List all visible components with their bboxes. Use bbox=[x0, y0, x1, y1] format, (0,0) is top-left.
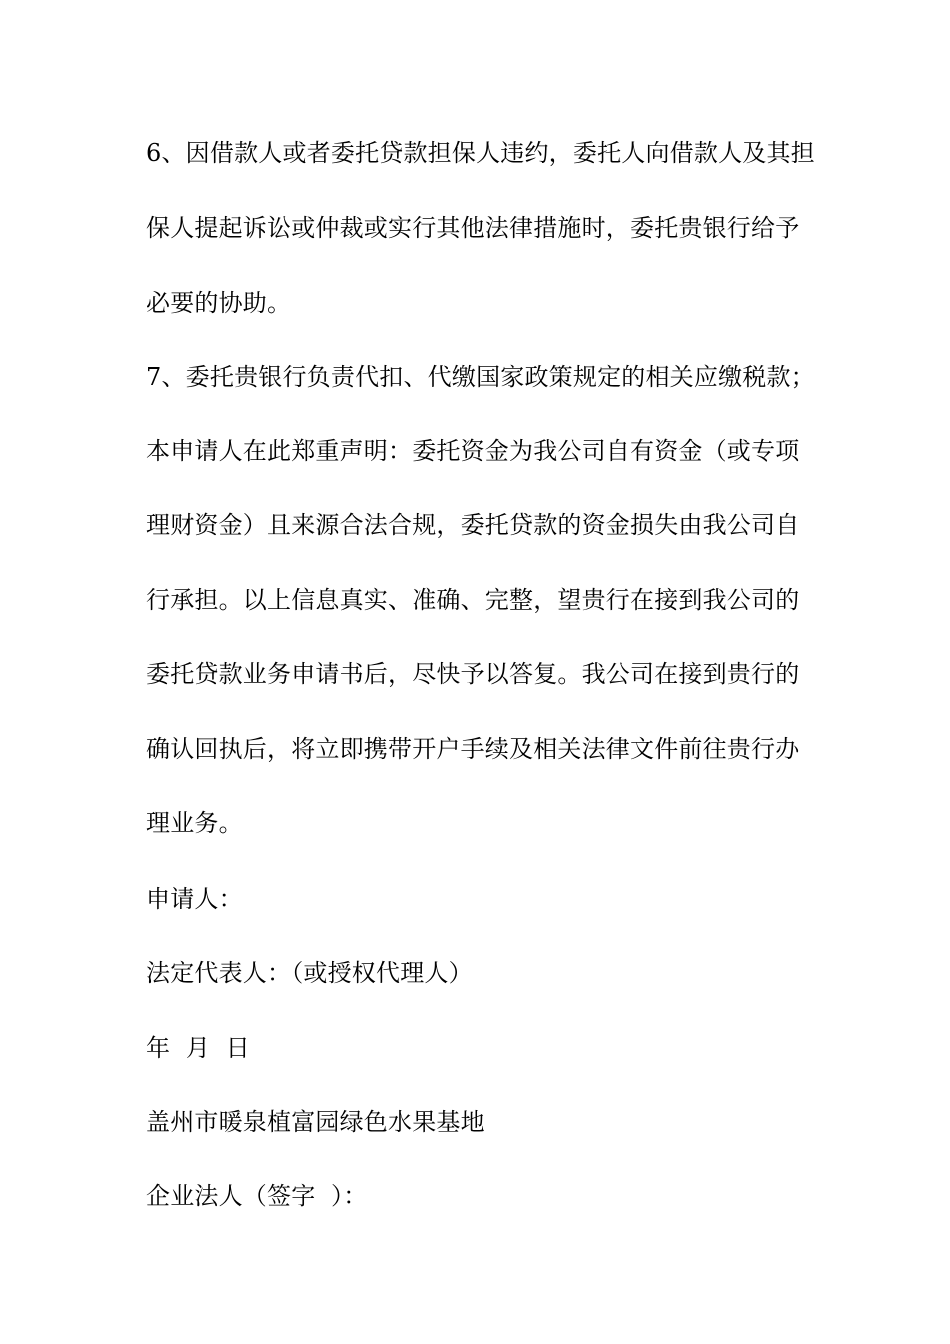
declaration-line-6: 理业务。 bbox=[146, 809, 243, 837]
signature-label: 企业法人（签字 ）： bbox=[146, 1182, 368, 1210]
declaration-line-5: 确认回执后，将立即携带开户手续及相关法律文件前往贵行办 bbox=[146, 735, 800, 763]
legal-representative-label: 法定代表人：（或授权代理人） bbox=[146, 959, 473, 987]
applicant-label: 申请人： bbox=[146, 885, 243, 913]
declaration-line-1: 本申请人在此郑重声明：委托资金为我公司自有资金（或专项 bbox=[146, 437, 800, 465]
clause-6-line-2: 保人提起诉讼或仲裁或实行其他法律措施时，委托贵银行给予 bbox=[146, 214, 800, 242]
clause-7-line: 7、委托贵银行负责代扣、代缴国家政策规定的相关应缴税款； bbox=[146, 363, 815, 391]
declaration-line-4: 委托贷款业务申请书后，尽快予以答复。我公司在接到贵行的 bbox=[146, 660, 800, 688]
clause-6-line-3: 必要的协助。 bbox=[146, 289, 292, 317]
clause-6-line-1: 6、因借款人或者委托贷款担保人违约，委托人向借款人及其担 bbox=[146, 139, 815, 167]
date-label: 年 月 日 bbox=[146, 1034, 250, 1062]
declaration-line-3: 行承担。以上信息真实、准确、完整，望贵行在接到我公司的 bbox=[146, 586, 800, 614]
company-name: 盖州市暖泉植富园绿色水果基地 bbox=[146, 1108, 485, 1136]
declaration-line-2: 理财资金）且来源合法合规，委托贷款的资金损失由我公司自 bbox=[146, 511, 800, 539]
